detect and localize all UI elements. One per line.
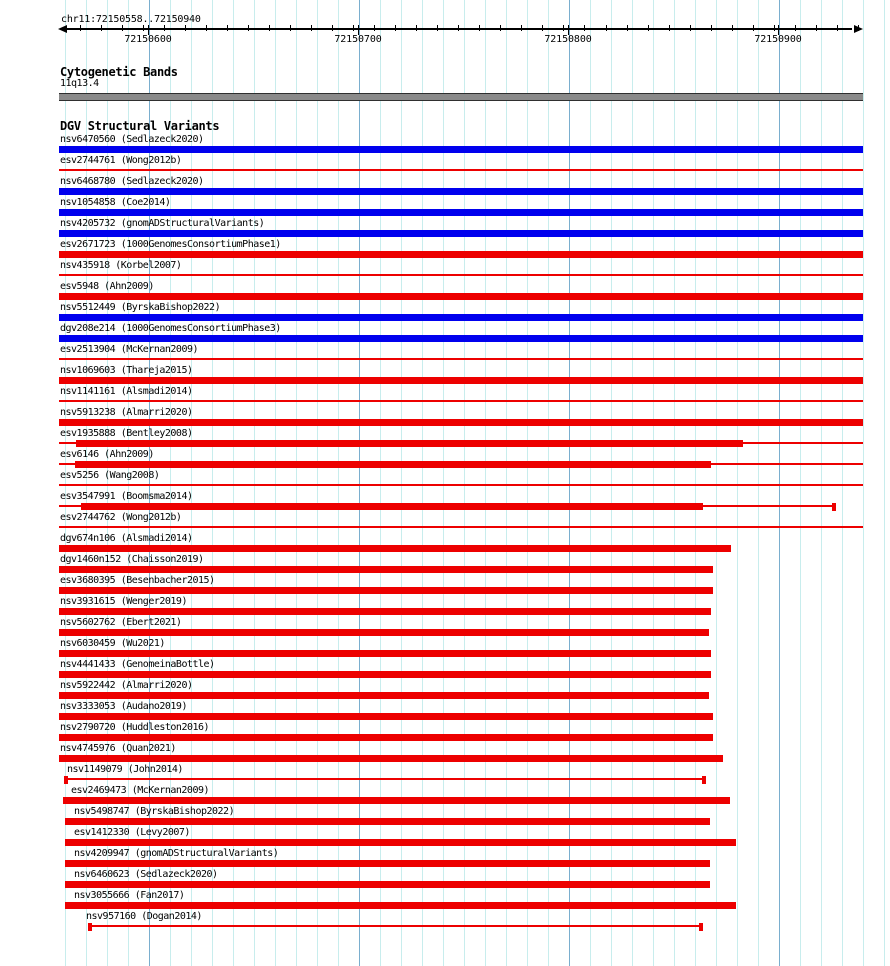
ruler-tick-label: 72150700 bbox=[334, 34, 382, 45]
variant-bar-thick[interactable] bbox=[65, 860, 710, 867]
variant-label[interactable]: nsv3931615 (Wenger2019) bbox=[60, 596, 187, 607]
gridline-major bbox=[779, 0, 780, 966]
variant-bar-thick[interactable] bbox=[59, 734, 713, 741]
variant-endpoint-tick[interactable] bbox=[88, 923, 92, 932]
ruler-tick bbox=[584, 25, 585, 31]
variant-bar-thin[interactable] bbox=[59, 400, 863, 402]
variant-bar-thin[interactable] bbox=[59, 358, 863, 360]
variant-label[interactable]: nsv5512449 (ByrskaBishop2022) bbox=[60, 302, 221, 313]
ruler-tick bbox=[479, 25, 480, 31]
variant-label[interactable]: nsv4441433 (GenomeinaBottle) bbox=[60, 659, 215, 670]
ruler-tick bbox=[416, 25, 417, 31]
variant-bar-thin[interactable] bbox=[59, 505, 81, 507]
ruler-tick bbox=[227, 25, 228, 31]
ruler-tick bbox=[290, 25, 291, 31]
variant-bar-thick[interactable] bbox=[59, 146, 863, 153]
variant-bar-thick[interactable] bbox=[59, 755, 723, 762]
variant-label[interactable]: dgv208e214 (1000GenomesConsortiumPhase3) bbox=[60, 323, 281, 334]
variant-bar-thick[interactable] bbox=[59, 188, 863, 195]
variant-bar-thick[interactable] bbox=[59, 713, 713, 720]
variant-bar-thin[interactable] bbox=[66, 778, 704, 780]
variant-bar-thick[interactable] bbox=[59, 629, 709, 636]
variant-bar-thin[interactable] bbox=[59, 484, 863, 486]
gridline bbox=[716, 0, 717, 966]
ruler-tick bbox=[437, 25, 438, 31]
variant-label[interactable]: nsv5922442 (Almarri2020) bbox=[60, 680, 193, 691]
variant-label[interactable]: esv6146 (Ahn2009) bbox=[60, 449, 154, 460]
gridline bbox=[884, 0, 885, 966]
ruler-tick bbox=[500, 25, 501, 31]
cytoband-name: 11q13.4 bbox=[60, 78, 99, 89]
variant-endpoint-tick[interactable] bbox=[64, 776, 68, 785]
variant-label[interactable]: esv3547991 (Boomsma2014) bbox=[60, 491, 193, 502]
variant-bar-thin[interactable] bbox=[59, 169, 863, 171]
gridline bbox=[800, 0, 801, 966]
variant-label[interactable]: nsv2790720 (Huddleston2016) bbox=[60, 722, 210, 733]
region-label: chr11:72150558..72150940 bbox=[61, 14, 201, 25]
ruler-tick bbox=[606, 25, 607, 31]
ruler-arrow-left-icon bbox=[58, 25, 67, 33]
variant-label[interactable]: nsv6470560 (Sedlazeck2020) bbox=[60, 134, 204, 145]
variant-label[interactable]: esv2671723 (1000GenomesConsortiumPhase1) bbox=[60, 239, 281, 250]
variant-label[interactable]: esv3680395 (Besenbacher2015) bbox=[60, 575, 215, 586]
cytoband-track-title: Cytogenetic Bands bbox=[60, 65, 178, 79]
ruler-tick-label: 72150600 bbox=[124, 34, 172, 45]
ruler-tick bbox=[563, 25, 564, 31]
variant-bar-thick[interactable] bbox=[63, 797, 730, 804]
ruler-tick bbox=[732, 25, 733, 31]
variant-label[interactable]: nsv1149079 (John2014) bbox=[67, 764, 183, 775]
ruler-tick bbox=[521, 25, 522, 31]
variant-bar-thick[interactable] bbox=[75, 461, 711, 468]
variant-bar-thin[interactable] bbox=[703, 505, 832, 507]
ruler-tick bbox=[627, 25, 628, 31]
dgv-track-title: DGV Structural Variants bbox=[60, 119, 220, 133]
variant-bar-thick[interactable] bbox=[81, 503, 703, 510]
variant-bar-thin[interactable] bbox=[59, 526, 863, 528]
variant-endpoint-tick[interactable] bbox=[832, 503, 836, 512]
variant-label[interactable]: dgv1460n152 (Chaisson2019) bbox=[60, 554, 204, 565]
variant-bar-thin[interactable] bbox=[90, 925, 701, 927]
variant-label[interactable]: nsv4745976 (Quan2021) bbox=[60, 743, 176, 754]
variant-bar-thin[interactable] bbox=[59, 463, 75, 465]
variant-bar-thick[interactable] bbox=[59, 650, 711, 657]
variant-bar-thick[interactable] bbox=[59, 335, 863, 342]
variant-label[interactable]: nsv4209947 (gnomADStructuralVariants) bbox=[74, 848, 279, 859]
variant-label[interactable]: esv2744761 (Wong2012b) bbox=[60, 155, 182, 166]
variant-bar-thick[interactable] bbox=[59, 671, 711, 678]
gridline bbox=[842, 0, 843, 966]
ruler-tick bbox=[648, 25, 649, 31]
ruler-tick bbox=[206, 25, 207, 31]
variant-label[interactable]: dgv674n106 (Alsmadi2014) bbox=[60, 533, 193, 544]
variant-label[interactable]: nsv6468780 (Sedlazeck2020) bbox=[60, 176, 204, 187]
ruler-tick bbox=[122, 25, 123, 31]
variant-bar-thick[interactable] bbox=[59, 230, 863, 237]
ruler-tick bbox=[774, 25, 775, 31]
variant-bar-thin[interactable] bbox=[59, 442, 76, 444]
variant-label[interactable]: esv2469473 (McKernan2009) bbox=[71, 785, 210, 796]
ruler-tick bbox=[458, 25, 459, 31]
variant-label[interactable]: nsv5913238 (Almarri2020) bbox=[60, 407, 193, 418]
ruler-tick bbox=[690, 25, 691, 31]
variant-label[interactable]: esv1935888 (Bentley2008) bbox=[60, 428, 193, 439]
ruler-tick bbox=[795, 25, 796, 31]
variant-bar-thick[interactable] bbox=[59, 377, 863, 384]
variant-bar-thick[interactable] bbox=[59, 209, 863, 216]
variant-label[interactable]: nsv5602762 (Ebert2021) bbox=[60, 617, 182, 628]
ruler-tick bbox=[311, 25, 312, 31]
variant-bar-thick[interactable] bbox=[76, 440, 743, 447]
ruler-tick bbox=[542, 25, 543, 31]
variant-bar-thick[interactable] bbox=[59, 545, 731, 552]
ruler-tick bbox=[80, 25, 81, 31]
variant-bar-thick[interactable] bbox=[59, 314, 863, 321]
ruler-tick bbox=[164, 25, 165, 31]
variant-bar-thick[interactable] bbox=[65, 881, 710, 888]
variant-label[interactable]: nsv5498747 (ByrskaBishop2022) bbox=[74, 806, 235, 817]
variant-endpoint-tick[interactable] bbox=[702, 776, 706, 785]
variant-label[interactable]: esv2744762 (Wong2012b) bbox=[60, 512, 182, 523]
ruler-tick bbox=[816, 25, 817, 31]
variant-label[interactable]: esv5948 (Ahn2009) bbox=[60, 281, 154, 292]
variant-label[interactable]: nsv957160 (Dogan2014) bbox=[86, 911, 202, 922]
variant-bar-thick[interactable] bbox=[59, 419, 863, 426]
variant-label[interactable]: nsv435918 (Korbel2007) bbox=[60, 260, 182, 271]
ruler-tick bbox=[332, 25, 333, 31]
variant-label[interactable]: esv2513904 (McKernan2009) bbox=[60, 344, 199, 355]
cytoband-bar[interactable] bbox=[59, 93, 863, 101]
variant-bar-thick[interactable] bbox=[59, 608, 711, 615]
ruler-tick-label: 72150800 bbox=[544, 34, 592, 45]
ruler-tick bbox=[374, 25, 375, 31]
ruler-tick bbox=[269, 25, 270, 31]
variant-label[interactable]: esv5256 (Wang2008) bbox=[60, 470, 160, 481]
gridline bbox=[758, 0, 759, 966]
variant-bar-thick[interactable] bbox=[65, 902, 736, 909]
ruler-tick bbox=[143, 25, 144, 31]
ruler-tick bbox=[101, 25, 102, 31]
variant-label[interactable]: nsv1054858 (Coe2014) bbox=[60, 197, 171, 208]
gridline bbox=[821, 0, 822, 966]
variant-bar-thick[interactable] bbox=[65, 839, 736, 846]
variant-bar-thick[interactable] bbox=[65, 818, 710, 825]
variant-bar-thick[interactable] bbox=[59, 293, 863, 300]
gridline bbox=[737, 0, 738, 966]
ruler-tick bbox=[248, 25, 249, 31]
variant-bar-thick[interactable] bbox=[59, 692, 709, 699]
variant-label[interactable]: esv1412330 (Levy2007) bbox=[74, 827, 190, 838]
ruler-tick bbox=[837, 25, 838, 31]
variant-label[interactable]: nsv6460623 (Sedlazeck2020) bbox=[74, 869, 218, 880]
ruler-tick bbox=[711, 25, 712, 31]
variant-label[interactable]: nsv3055666 (Fan2017) bbox=[74, 890, 185, 901]
ruler-tick bbox=[669, 25, 670, 31]
variant-bar-thick[interactable] bbox=[59, 566, 713, 573]
gridline bbox=[863, 0, 864, 966]
ruler-line bbox=[62, 28, 852, 30]
ruler-tick bbox=[185, 25, 186, 31]
variant-label[interactable]: nsv1069603 (Thareja2015) bbox=[60, 365, 193, 376]
variant-label[interactable]: nsv3333053 (Audano2019) bbox=[60, 701, 187, 712]
variant-label[interactable]: nsv4205732 (gnomADStructuralVariants) bbox=[60, 218, 265, 229]
variant-bar-thin[interactable] bbox=[711, 463, 863, 465]
variant-endpoint-tick[interactable] bbox=[699, 923, 703, 932]
variant-label[interactable]: nsv6030459 (Wu2021) bbox=[60, 638, 165, 649]
ruler-tick bbox=[753, 25, 754, 31]
ruler-tick bbox=[858, 25, 859, 31]
variant-bar-thick[interactable] bbox=[59, 251, 863, 258]
variant-bar-thick[interactable] bbox=[59, 587, 713, 594]
ruler-tick-label: 72150900 bbox=[754, 34, 802, 45]
variant-bar-thin[interactable] bbox=[743, 442, 863, 444]
variant-bar-thin[interactable] bbox=[59, 274, 863, 276]
ruler-tick bbox=[353, 25, 354, 31]
ruler-tick bbox=[395, 25, 396, 31]
variant-label[interactable]: nsv1141161 (Alsmadi2014) bbox=[60, 386, 193, 397]
